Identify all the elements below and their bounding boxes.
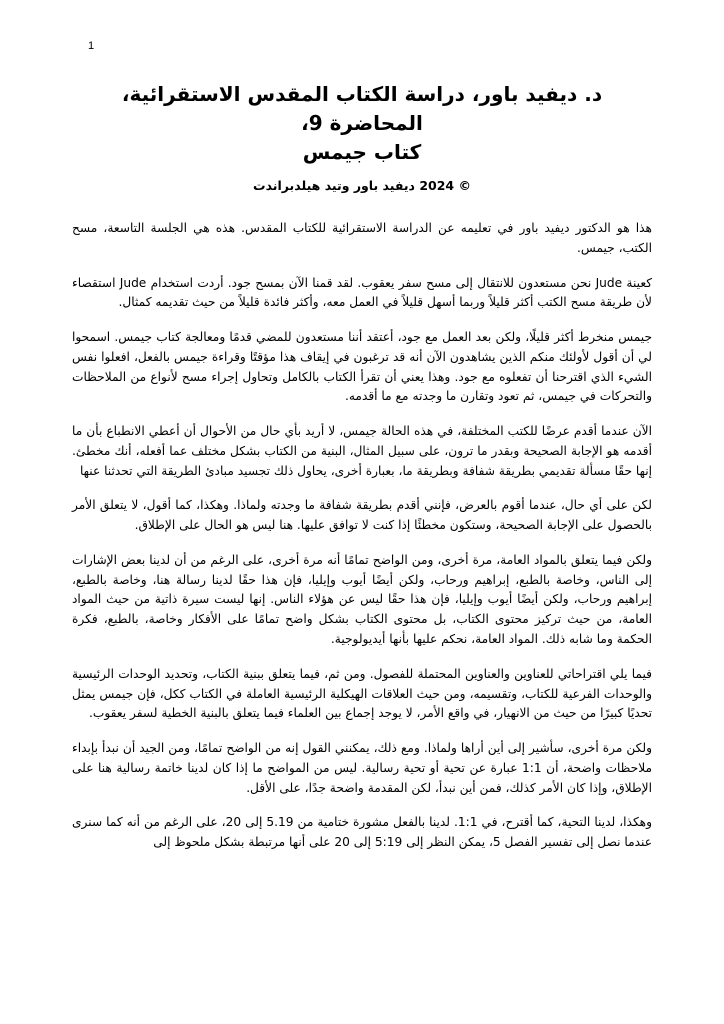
paragraph: لكن على أي حال، عندما أقوم بالعرض، فإنني أقدم بطريقة شفافة ما وجدته ولماذا. وهكذا، كما أقول، لا يتعلق الأمر بالحصول على الإجابة الصحيحة، وستكون مخطئًا إذا كنت لا توافق عليها. هنا ليس هو الحال على الإطلاق. xyxy=(72,498,652,533)
page-title-line-2: كتاب جيمس xyxy=(302,140,422,164)
paragraph: وهكذا، لدينا التحية، كما أقترح، في 1:1. لدينا بالفعل مشورة ختامية من 5.19 إلى 20، على الرغم من أنه كما سنرى عندما نصل إلى تفسير الفصل 5، يمكن النظر إلى 5:19 إلى 20 على أنها مرتبطة بشكل ملحوظ إلى xyxy=(72,815,652,850)
paragraph: ولكن فيما يتعلق بالمواد العامة، مرة أخرى، ومن الواضح تمامًا أنه مرة أخرى، على الرغم من أن لدينا بعض الإشارات إلى الناس، وخاصة بالطبع، إبراهيم ورحاب، ولكن أيضًا أيوب وإيليا، فإن هذا حقًا لدينا رسالة هنا، وخاصة بالطبع، إبراهيم ورحاب، ولكن أيضًا أيوب وإيليا، فإن هذا حقًا ليس عن هؤلاء الناس. إنها ليست سيرة ذاتية من حيث المواد العامة، من حيث تركيز محتوى الكتاب، بل محتوى الكتاب بشكل واضح تمامًا على الأفكار وخاصة، بالطبع، فكرة الحكمة وما شابه ذلك. المواد العامة، نحكم عليها بأنها أيديولوجية. xyxy=(72,552,652,647)
paragraph: جيمس منخرط أكثر قليلًا، ولكن بعد العمل مع جود، أعتقد أننا مستعدون للمضي قدمًا ومعالجة كتاب جيمس. اسمحوا لي أن أقول لأولئك منكم الذين يشاهدون الآن أنه قد ترغبون في إيقاف هذا مؤقتًا وقراءة جيمس بالفعل، افعلوا نفس الشيء الذي اقترحنا أن تفعلوه مع جود. وهذا يعني أن تقرأ الكتاب بالكامل وتحاول إجراء مسح لأنواع من الملاحظات والتحركات في جيمس، ثم تعود وتقارن ما وجدته مع ما أقدمه. xyxy=(72,330,652,404)
page-title xyxy=(72,80,652,167)
page-number: 1 xyxy=(88,40,95,52)
paragraph: ولكن مرة أخرى، سأشير إلى أين أراها ولماذا. ومع ذلك، يمكنني القول إنه من الواضح تمامًا، ومن الجيد أن نبدأ بإبداء ملاحظات واضحة، أن 1:1 عبارة عن تحية أو تحية رسالية. ليس من المواضح ما إذا كان لدينا خاتمة رسالية هنا على الإطلاق، وإذا كان الأمر كذلك، فمن أين نبدأ، لكن المقدمة واضحة جدًا، على الأقل. xyxy=(72,741,652,795)
copyright-line: © 2024 ديفيد باور وتيد هيلدبراندت xyxy=(253,178,471,193)
paragraph: كعينة Jude نحن مستعدون للانتقال إلى مسح سفر يعقوب. لقد قمنا الآن بمسح جود. أردت استخدام Jude استقصاء لأن طريقة مسح الكتب أكثر قليلاً وربما أسهل قليلاً في العمل معه، وأكثر فائدة قليلاً من حيث تقديمه كمثال. xyxy=(72,275,652,310)
paragraph: هذا هو الدكتور ديفيد باور في تعليمه عن الدراسة الاستقرائية للكتاب المقدس. هذه هي الجلسة التاسعة، مسح الكتب، جيمس. xyxy=(72,221,652,255)
title-block xyxy=(72,80,652,193)
page-title-line-1: د. ديفيد باور، دراسة الكتاب المقدس الاستقرائية، المحاضرة 9، xyxy=(121,82,603,135)
paragraph: فيما يلي اقتراحاتي للعناوين والعناوين المحتملة للفصول. ومن ثم، فيما يتعلق ببنية الكتاب، وتحديد الوحدات الرئيسية والوحدات الفرعية للكتاب، وتقسيمه، ومن حيث العلاقات الهيكلية الرئيسية العاملة في الكتاب ككل، فإن جيمس يمثل تحديًا كبيرًا من حيث من الانهيار، في واقع الأمر، لا يوجد إجماع بين العلماء فيما يتعلق بالبنية الخطية لسفر يعقوب. xyxy=(72,666,652,721)
paragraph: الآن عندما أقدم عرضًا للكتب المختلفة، في هذه الحالة جيمس، لا أريد بأي حال من الأحوال أن أعطي الانطباع بأن ما أقدمه هو الإجابة الصحيحة وبقدر ما ترون، على سبيل المثال، البنية من الكتاب بشكل مختلف عما أفعله، أنك مخطئ. إنها حقًا مسألة تقديمي بطريقة شفافة وبطريقة ما، بعبارة أخرى، يحاول ذلك تجسيد مبادئ الطريقة التي تحدثنا عنها xyxy=(72,424,652,478)
body-text xyxy=(72,219,652,853)
